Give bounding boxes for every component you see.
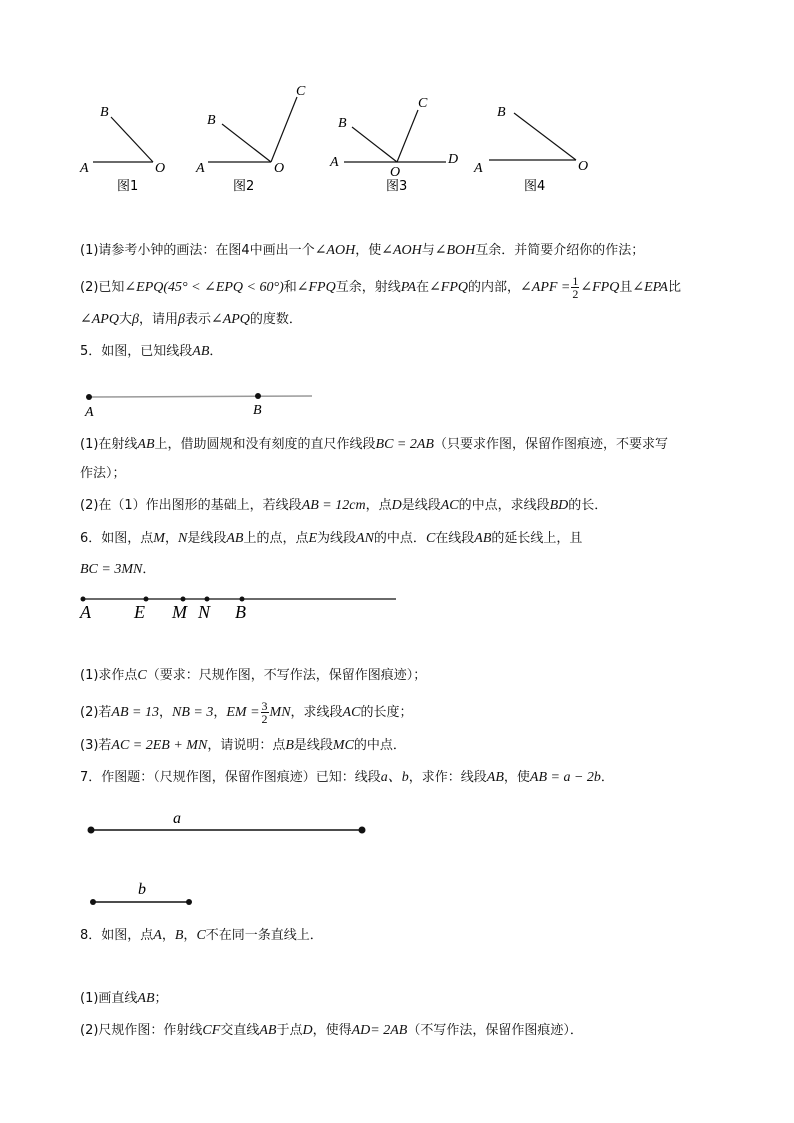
q6-part1: (1)求作点C（要求：尺规作图，不写作法，保留作图痕迹）； — [80, 668, 427, 683]
q6-point-M — [181, 597, 186, 602]
q6-label-N: N — [198, 602, 211, 622]
q6-label-E: E — [134, 602, 145, 622]
fraction-one-half: $\frac{1}{2}$ — [572, 274, 579, 301]
fig3-label-O: O — [390, 165, 401, 180]
q8-part2: (2)尺规作图：作射线CF交直线AB于点D，使得AD= 2AB（不写作法，保留作图痕迹）． — [80, 1023, 583, 1038]
fig2-label-C: C — [296, 84, 306, 99]
fig4-label-A: A — [474, 161, 483, 176]
segment-b-label: b — [138, 881, 146, 898]
fig1-caption: 图1 — [117, 179, 139, 194]
q6-part3: (3)若AC = 2EB + MN，请说明：点B是线段MC的中点． — [80, 738, 406, 753]
q5-title: 5．如图，已知线段AB． — [80, 344, 223, 359]
fig1-label-A: A — [80, 161, 89, 176]
fig1-label-B: B — [100, 105, 109, 120]
q7-segments-figure — [0, 800, 794, 910]
segment-a-label: a — [173, 810, 181, 827]
fraction-three-halves: $\frac{3}{2}$ — [261, 699, 268, 726]
fig4-label-O: O — [578, 159, 589, 174]
fig3-label-D: D — [448, 152, 459, 167]
fig1-label-O: O — [155, 161, 166, 176]
fig2-caption: 图2 — [233, 179, 255, 194]
q6-title: 6．如图，点M，N是线段AB上的点，点E为线段AN的中点．C在线段AB的延长线上，且 — [80, 531, 583, 546]
q5-point-A — [86, 394, 92, 400]
q4-part1: (1)请参考小钟的画法：在图4中画出一个∠AOH，使∠AOH与∠BOH互余．并简要介绍你的作法； — [80, 243, 645, 258]
q5-part2: (2)在（1）作出图形的基础上，若线段AB = 12cm，点D是线段AC的中点，求线段BD的长． — [80, 498, 608, 513]
q4-part2-cont: ∠APQ大β，请用β表示∠APQ的度数． — [80, 312, 302, 327]
q6-label-B: B — [235, 602, 246, 622]
q6-title-cont: BC = 3MN． — [80, 562, 156, 577]
fig2-label-A: A — [196, 161, 205, 176]
fig3-label-C: C — [418, 96, 428, 111]
q6-label-M: M — [172, 602, 187, 622]
segment-a — [88, 810, 366, 834]
figure-2 — [195, 84, 306, 194]
q8-part1: (1)画直线AB； — [80, 991, 168, 1006]
q6-point-E — [144, 597, 149, 602]
q5-label-A: A — [85, 405, 94, 420]
fig2-label-O: O — [274, 161, 285, 176]
q6-point-A — [81, 597, 86, 602]
q6-point-B — [240, 597, 245, 602]
q5-label-B: B — [253, 403, 262, 418]
q8-title: 8．如图，点A，B，C不在同一条直线上． — [80, 928, 323, 943]
angle-figures — [0, 0, 794, 200]
q6-segment-figure — [0, 588, 794, 628]
q6-part2: (2)若AB = 13，NB = 3，EM = $\frac{3}{2}$ MN，求线段AC的长度； — [80, 699, 413, 726]
figure-1 — [79, 105, 165, 194]
q7-title: 7．作图题：（尺规作图，保留作图痕迹）已知：线段a、b，求作：线段AB，使AB = a − 2b． — [80, 770, 614, 785]
fig2-label-B: B — [207, 113, 216, 128]
q6-label-A: A — [80, 602, 91, 622]
q5-segment-figure — [0, 385, 794, 420]
fig4-label-B: B — [497, 105, 506, 120]
fig3-label-A: A — [330, 155, 339, 170]
figure-4 — [473, 105, 588, 194]
figure-3 — [329, 96, 458, 194]
q4-part2: (2)已知∠EPQ(45° < ∠EPQ < 60°)和∠FPQ互余，射线PA在∠FPQ的内部，∠APF = $\frac{1}{2}$ ∠FPQ且∠EPA比 — [80, 274, 681, 301]
q5-part1: (1)在射线AB上，借助圆规和没有刻度的直尺作线段BC = 2AB（只要求作图，保留作图痕迹，不要求写 — [80, 437, 669, 452]
fig3-caption: 图3 — [386, 179, 408, 194]
q6-point-N — [205, 597, 210, 602]
q5-point-B — [255, 393, 261, 399]
fig3-label-B: B — [338, 116, 347, 131]
fig4-caption: 图4 — [524, 179, 546, 194]
q5-part1-cont: 作法）； — [80, 466, 126, 481]
segment-b — [90, 881, 192, 905]
